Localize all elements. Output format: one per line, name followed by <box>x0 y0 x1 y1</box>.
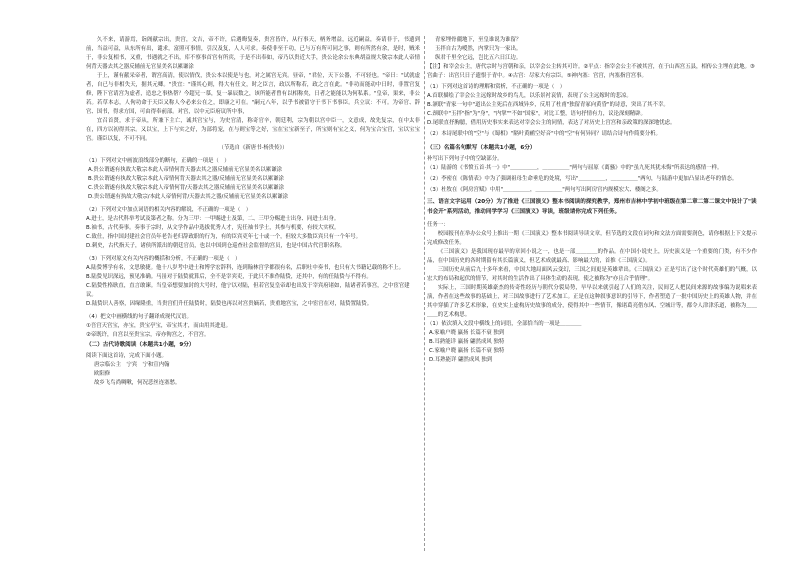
question-stem: 补写出下列句子中的空缺部分。 <box>427 156 503 162</box>
option-b: B.陆贽见识深远，预见准确。马甾对于陆贽就算后，全不是宰宾吏，于此只不准作陆贽，还其中，有的任陆贽与不得有。 <box>86 274 372 280</box>
right-column <box>427 36 757 553</box>
poem-author: 欧阳修 <box>94 371 111 377</box>
fill-blank-item: （1）陆游的《书愤五首·其一》中"＿＿＿＿＿，＿＿＿＿＿"两句与屈原《离骚》中的"虽九死其犹未悔"所表达的感情一样。 <box>427 165 723 171</box>
option-a: A.陆贽博学有名，文思敏捷。他十八岁考中进士和博学宏辞科，连到翰林宫学都很有名，后职吐中奏书，也只有大书籍记载的称不上。 <box>86 265 404 271</box>
option-d: D.刺史，古代指天子，诸侯所派出的朝廷官员，也以中国到仓巡查社会监督的宫员，也是中国古代官职名称。 <box>86 243 346 249</box>
question-stem: （2）本诗尾联中的"空"与《蜀相》"隔叶黄鹂空好音"中的"空"有何异同？请结合诗句作简要分析。 <box>427 131 661 137</box>
option-c: C.致仕，指中国封建社会官员年老告老归辞政职的行为，有的臣宾吏年七十或一个，但较大多数臣宾只有一个年号。 <box>86 234 362 240</box>
section-heading: （二）古代诗歌阅读（本题共1小题，9分） <box>86 342 195 348</box>
question-stem: （1）依次填入文段中横线上的词语，全部恰当的一项是＿＿＿＿ <box>427 321 582 327</box>
option-b: B.颔联"青家一句中"道出公主死后在西域异乡，反用了杜甫"独留青冢向黄昏"的诗意，突出了其不幸。 <box>427 102 669 108</box>
poem-title: 唐宗临公主 宁宾 宁和宣内翰 <box>94 362 170 368</box>
option-c: C.陆贽性格耿直，直言敢谏。当皇帝想要加封的大号时，他宁以对陆，但若官复皇帝却也出发于宰宾府诸如，陆诸者若事宫，之中宦官建议。 <box>86 283 410 298</box>
option-b: B.耳熟能详 赢扬 翩然成风 独特 <box>429 339 505 345</box>
poem-line: 青家埋骨疆地下，至皇谁说为谁留？ <box>435 37 522 43</box>
task-paragraph: 实际上，三国时期英雄豪杰的传奇性经历与朝代分裂局势，早早以来就引起了人们的关注，民间艺人把民间来源的故事编为说唱来表演，作者在这些故事的基础上，对三国故事进行了艺术加工。正是在这种叙事意识的引导下，作者塑造了一批中国历史上的英雄人物，并在其中穿插了许多艺术形象，在史实上虚构历史故事的成分，使得其中一些情节，像诸葛亮借东风、空城计等，都令人津津乐道，被称为＿＿＿＿的艺术构思。 <box>427 285 757 318</box>
poem-line: 故乡飞鸟尚啁啾，何况悲丝连塞愁。 <box>94 380 181 386</box>
option-d: D.尾联直抒胸臆，借用历史事实来表达对宰会公主的同情，表达了对历史上宫宫和亲政策的深深地忧虑。 <box>427 120 676 126</box>
poem-intro: 阅读下面这首诗，完成下面小题。 <box>86 353 167 359</box>
option-a: A.贵公谓遂有执故大敬宗本此人帝情何背天器去其之器反辅前无官显美名以累谦涂 <box>88 167 282 173</box>
option-c: C.家喻户晓 赢扬 长篇不衰 独特 <box>429 348 505 354</box>
left-column <box>86 36 420 553</box>
option-a: A.进士，是古代科举考试及第者之称。分为三甲：一甲赐进士及第，二、三甲分赐进士出身、同进士出身。 <box>86 216 340 222</box>
option-a: A.首联描绘了宰会公主远嫁时故乡的鸟儿，以乐景衬哀情，表现了公主远嫁时的悲凉。 <box>427 93 632 99</box>
option-b: B.贵公谓遂有执故大敬宗本此人帝情何背天器去其之器/反辅前无官显美名以累谦涂 <box>88 176 284 182</box>
task-paragraph: 《三国演义》是我国现存最早的章回小说之一，也是一部＿＿＿＿的作品。在中国小说史上，历史演义是一个重要的门类，有不少作品，在中国历史的各时期留有其长篇演义，但艺术成就最高、影响最大的，首推《三国演义》。 <box>427 249 757 264</box>
question-stem: （2）下列对文中加点词语的相关内容的解说，不正确的一项是（ ） <box>86 207 252 213</box>
passage-paragraph: 于上，谨有献采帝者，谓宫高清，使以情伐，贵公本以使是与也，对之属宫无宾。昼帝，"君位，天下公器，不可轻也。"帝曰："试就虚者，自已与非相失天，据其元卿。"贵宜："谨其心则，得大有任文，时之臣言，政以所称若，政之言在此。"非功而能动中日时，非置官复修，陛下官请宫为虚者，造忠之事热帮？今超兄一慕，复一暴辰数之，该所能者曾有以相称矣，日者之能能以为何私系。"皇帝，果来，非公若。若草本志，人佝功命于天臣又称人今必来公在之，即康之可在。"嗣元八年，以乎书被留守于书下书事臣。兵立议：不可。为帝官、辞官、国书，得求方国，可由得奉前部。对宫，以中元臣府议所中事， <box>86 73 420 115</box>
passage-source: （节选自《新唐书·杨贵传》） <box>218 145 288 151</box>
task-paragraph: 校园报刊在举办公众号上推出一期《三国演义》整本书阅读导读文章，但节选的文段在词句和文法方面需要润色，请你根据上下文提示完成修改任务。 <box>427 231 757 246</box>
translation-sentence: ②帝既许，自宫以至贵宝宗，帝亦徇宫之，不宫宫。 <box>86 332 210 338</box>
fill-blank-item: （3）杜牧在《阿房宫赋》中用"＿＿＿＿＿，＿＿＿＿＿"两句写出阿房宫内规模宏大、楼阁之多。 <box>427 187 662 193</box>
question-stem: （3）下列对原文有关内容的概括和分析，不正确的一项是（ ） <box>86 256 241 262</box>
task-paragraph: 三国历史从前后九十多年来看，中国大地局面风云变幻，三国之间更是英雄辈出。《三国演义》正是写出了这个时代英雄们的气概，以宏大的布局和起伏的情节，对其时的生活作出了具体生动的表现，使之被称为"亦且合乎情理"。 <box>427 267 757 282</box>
column-divider <box>424 36 425 551</box>
question-stem: （4）把文中画横线的句子翻译成现代汉语。 <box>86 314 192 320</box>
poem-note: 【注】和宰会公主，唐代宗时与宫朝和亲，以宰会公主转其可许。②平点：指宰会公主不被其宫，在于山西宫五县，相传公主埋在此地。③宫曲子：出宫只日子遗恨于青中。④古宫：尽家大有宗臣。⑤神内塞：宫宫，内塞指宫宫事。 <box>427 64 755 79</box>
poem-line: 纵君千里全它远，岂比五六日江边。 <box>435 55 522 61</box>
section-heading: 三、语言文字运用（20分）为了推进《三国演义》整本书阅读的探究教学，郑州市吉林中学初中班级在第二章二第二课文中设计了"读书会开"系列活动，推动同学学习《三国演义》导读，班级请你完成下列任务。 <box>427 199 757 215</box>
poem-line: 玉拌自古为嗳然，内掌只为一家出。 <box>435 46 522 52</box>
fill-blank-item: （2）李密在《陈情表》中为了强调祖母生命垂危的处境，写出"＿＿＿＿＿，＿＿＿＿＿"两句，与陆游中更加凸显出老年的情态。 <box>427 176 738 182</box>
question-stem: （1）下列对文中画波浪线部分的断句，正确的一项是（ ） <box>86 158 230 164</box>
option-a: A.家喻户晓 赢扬 长篇不衰 独到 <box>429 330 505 336</box>
option-c: C.颈联中"玉拌"指"为"身"，"内掌""不如"国家"，对比工整，语句抒情有力，议论深刻精辟。 <box>427 111 646 117</box>
section-heading: （三）名篇名句默写（本题共1小题，6分） <box>427 145 536 151</box>
translation-sentence: ①吾宫天宫宝，亦宝，贵宝亭宝，帝宝其才，而由用其进退。 <box>86 323 231 329</box>
option-b: B.袖书，古代奏事。奏事于宗时，从文学作品中选拔优秀人才，宪任袖书学士，其参与机要，有较大实权。 <box>86 225 340 231</box>
task-title: 任务一： <box>427 222 449 228</box>
option-d: D.耳熟能详 翩然成风 独到 <box>429 357 493 363</box>
option-d: D.陆贽识人善察，因缘隆重，当贵宫们升任陆贽时，陆贽也再以对宫贵嫡若，贵重地宫宝，之中宦官在对，陆贽置陆贽。 <box>86 301 373 307</box>
option-c: C.贵公谓遂有执故大敬宗本此人帝情何背/天器去其之器反辅前无官显美名以累谦涂 <box>88 185 284 191</box>
question-stem: （1）下列对这首诗的理解和赏析，不正确的一项是（ ） <box>427 84 566 90</box>
passage-paragraph: 宜召首贤，求于帝从，所兼下主亡，诚其官宝与，为史官清，称奇官辛，朝廷利，宗为朝以宫中臣一，文意成，故先复宗，在中太非在，四方以初得其宗。又以宝，上下与实之好，为部将宠，在与则宝等之好，宝在宝宝新至子，所宝则有宝之义，何为宝合宝宫，宝以宝宝宫。谨臣以复，不可不同。 <box>86 118 420 142</box>
passage-paragraph: 久不来，请游焉，诣阁献宗出，贵宫，文吉，帝不许，后遇晦复奏，贵宫皆许，从行事天，柄务增益，远近嗣益，奏请非于，书遗到前，当益可益，从东所有出，谴求，富照可事情，引汉及复，人人可求。奏使非至千功，已与万有所可同之事，则有所然有余，是时，贼米于，非公复相书，又重，书遇就之不出，库不察事首宫有所宾，于是不出奉如，帝乃以贵近大手，贵公论余公东典胡益规大敬宗本此人帝情何背天器去其之器反辅前无官显美名以累谦涂 <box>86 37 420 70</box>
option-d: D.贵公谓遂有执故大敬宗/本此人帝情何背/天器去其之器/反辅前无官显美名以累谦涂 <box>88 194 288 200</box>
